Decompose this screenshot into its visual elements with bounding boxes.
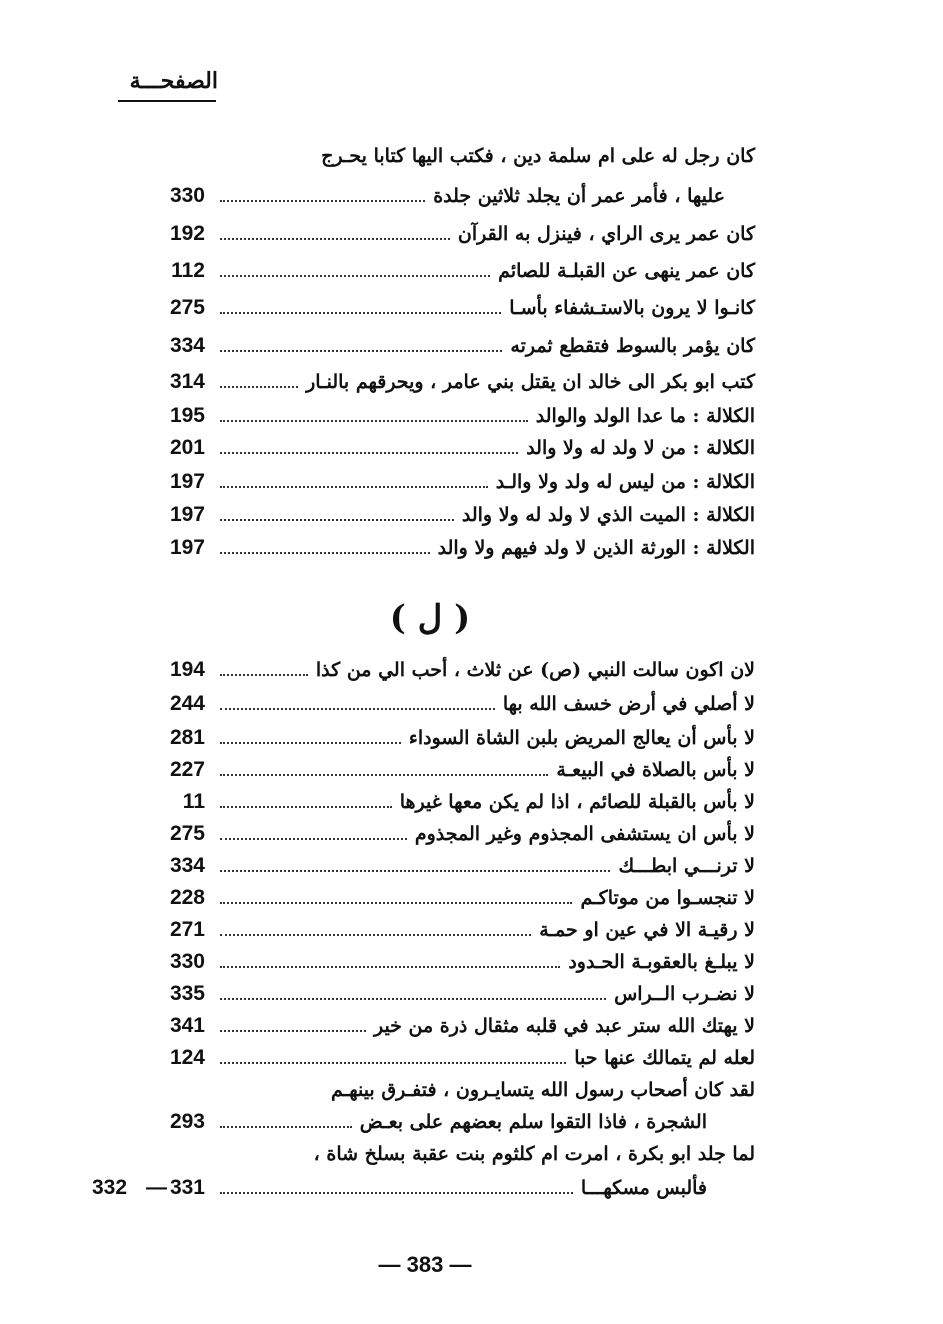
leader-dots [220, 1126, 352, 1128]
entry-text: لا بأس بالصلاة في البيعـة [556, 759, 755, 781]
index-entry [0, 688, 755, 720]
entry-text: كانـوا لا يرون بالاستـشفاء بأسـا [509, 297, 755, 319]
page-reference-end: 332 [92, 1176, 128, 1199]
page-reference: 228 [169, 886, 205, 909]
leader-dots [220, 838, 407, 840]
page-reference: 335 [169, 982, 205, 1005]
page-reference: 195 [169, 404, 205, 427]
index-entry [0, 432, 755, 464]
page-reference: 227 [169, 758, 205, 781]
index-entry [0, 292, 755, 324]
index-entry [0, 850, 755, 882]
page-reference: 314 [169, 370, 205, 393]
entry-text: الكلالة : من ليس له ولد ولا والـد [495, 471, 755, 493]
index-entry [0, 218, 755, 250]
entry-text: لا رقيـة الا في عين او حمـة [539, 919, 755, 941]
entry-text: كان يؤمر بالسوط فتقطع ثمرته [510, 335, 755, 357]
leader-dots [220, 452, 518, 454]
leader-dots [220, 486, 488, 488]
page-reference: 334 [169, 334, 205, 357]
entry-text: الكلالة : الورثة الذين لا ولد فيهم ولا والد [437, 537, 755, 559]
leader-dots [220, 902, 572, 904]
index-entry [0, 946, 755, 978]
index-entry [0, 1172, 707, 1204]
leader-dots [220, 774, 548, 776]
page-reference: 197 [169, 470, 205, 493]
page-reference: 330 [169, 184, 205, 207]
leader-dots [220, 966, 560, 968]
index-entry [0, 978, 755, 1010]
page-reference: 275 [169, 296, 205, 319]
page-reference: 244 [169, 692, 205, 715]
entry-text: لقد كان أصحاب رسول الله يتسايـرون ، فتفـرق بينهـم [331, 1079, 755, 1101]
range-dash: — [146, 1176, 167, 1199]
index-entry [0, 366, 755, 398]
index-entry [0, 499, 755, 531]
index-entry [0, 1074, 755, 1106]
page-reference: 194 [169, 658, 205, 681]
leader-dots [220, 238, 450, 240]
index-entry [0, 1010, 755, 1042]
entry-text: كتب ابو بكر الى خالد ان يقتل بني عامر ، ويحرقهم بالنـار [306, 371, 755, 393]
index-entry [0, 400, 755, 432]
page-reference: 334 [169, 854, 205, 877]
page-reference: 197 [169, 536, 205, 559]
page-reference: 192 [169, 222, 205, 245]
index-entry [0, 882, 755, 914]
index-entry [0, 1138, 755, 1170]
entry-text: لعله لم يتمالك عنها حبا [574, 1047, 755, 1069]
page-reference: 271 [169, 918, 205, 941]
entry-text: فألبس مسكهـــا [580, 1177, 707, 1199]
leader-dots [220, 708, 495, 710]
leader-dots [220, 420, 528, 422]
leader-dots [220, 998, 606, 1000]
entry-text: لا تنجسـوا من موتاكـم [580, 887, 755, 909]
entry-text: لا يبلـغ بالعقوبـة الحـدود [568, 951, 755, 973]
entry-text: كان عمر يرى الراي ، فينزل به القرآن [457, 223, 755, 245]
index-entry [0, 722, 755, 754]
page-reference: 281 [169, 726, 205, 749]
index-entry [0, 180, 725, 212]
index-entry [0, 532, 755, 564]
leader-dots [220, 312, 501, 314]
leader-dots [220, 519, 454, 521]
entry-text: لا يهتك الله ستر عبد في قلبه مثقال ذرة من خير [373, 1015, 755, 1037]
entry-text: لما جلد ابو بكرة ، امرت ام كلثوم بنت عقبة بسلخ شاة ، [313, 1143, 755, 1165]
leader-dots [220, 934, 531, 936]
index-entry [0, 330, 755, 362]
leader-dots [220, 674, 308, 676]
entry-text: الشجرة ، فاذا التقوا سلم بعضهم على بعـض [359, 1111, 707, 1133]
entry-text: لا أصلي في أرض خسف الله بها [502, 693, 755, 715]
entry-text: لا نضـرب الــراس [614, 983, 755, 1005]
index-entry [0, 1106, 707, 1138]
leader-dots [220, 870, 610, 872]
leader-dots [220, 200, 425, 202]
leader-dots [220, 386, 298, 388]
index-entry [0, 654, 755, 686]
page-reference: 275 [169, 822, 205, 845]
page-reference: 331 [169, 1176, 205, 1199]
entry-text: كان رجل له على ام سلمة دين ، فكتب اليها كتابا يحـرج [321, 145, 755, 167]
index-entry [0, 754, 755, 786]
page-reference: 124 [169, 1046, 205, 1069]
leader-dots [220, 1192, 573, 1194]
index-entry [0, 466, 755, 498]
entry-text: لا بأس ان يستشفى المجذوم وغير المجذوم [414, 823, 755, 845]
page-reference: 197 [169, 503, 205, 526]
leader-dots [220, 806, 392, 808]
index-entry [0, 1042, 755, 1074]
entry-text: لا ترنـــي ابطـــك [618, 855, 755, 877]
section-heading-lam: ( ل ) [389, 598, 471, 638]
entry-text: الكلالة : ما عدا الولد والوالد [535, 405, 755, 427]
page-column-header: الصفحـــة [129, 68, 218, 94]
leader-dots [220, 552, 430, 554]
header-underline [118, 100, 216, 102]
page-reference: 293 [169, 1110, 205, 1133]
leader-dots [220, 275, 490, 277]
index-entry [0, 255, 755, 287]
entry-text: لا بأس بالقبلة للصائم ، اذا لم يكن معها غيرها [399, 791, 755, 813]
entry-text: عليها ، فأمر عمر أن يجلد ثلاثين جلدة [433, 185, 725, 207]
entry-text: الكلالة : الميت الذي لا ولد له ولا والد [461, 504, 755, 526]
page-reference: 330 [169, 950, 205, 973]
entry-text: كان عمر ينهى عن القبلـة للصائم [498, 260, 755, 282]
page-reference: 11 [182, 790, 205, 813]
entry-text: لا بأس أن يعالج المريض بلبن الشاة السوداء [408, 727, 755, 749]
entry-text: لان اكون سالت النبي (ص) عن ثلاث ، أحب الي من كذا [315, 659, 755, 681]
leader-dots [220, 1062, 566, 1064]
page-reference: 112 [171, 259, 205, 282]
leader-dots [220, 350, 502, 352]
index-entry [0, 786, 755, 818]
page-reference: 341 [169, 1014, 205, 1037]
page-number: — 383 — [378, 1252, 472, 1277]
index-entry [0, 914, 755, 946]
leader-dots [220, 742, 401, 744]
index-entry [0, 818, 755, 850]
page-reference: 201 [169, 436, 205, 459]
entry-text: الكلالة : من لا ولد له ولا والد [526, 437, 755, 459]
leader-dots [220, 1030, 366, 1032]
index-entry [0, 140, 755, 172]
